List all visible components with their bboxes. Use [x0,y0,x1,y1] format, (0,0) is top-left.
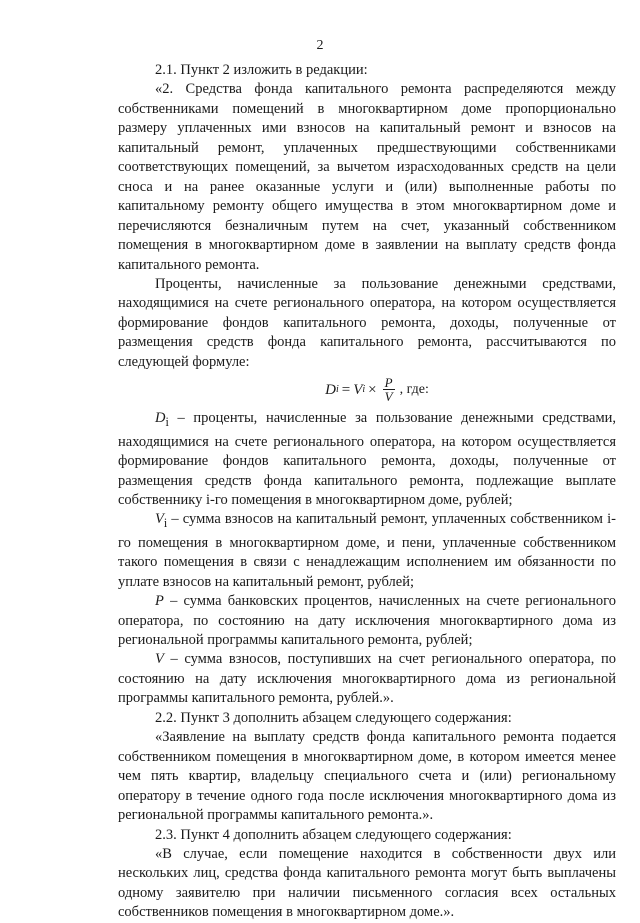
formula-numerator: P [384,375,393,391]
paragraph: 2.3. Пункт 4 дополнить абзацем следующего содержания: [155,826,512,843]
paragraph: 2.1. Пункт 2 изложить в редакции: [155,62,368,78]
formula-fraction [383,376,395,403]
definition-symbol-sub: i [165,415,169,430]
definition-text: – сумма взносов на капитальный ремонт, уплаченных собственником i-го помещения в многоквартирном доме, и пени, уплаченные собственником такого помещения в связи с ненадлежащим исполнением им обязанности по уплате взносов на капитальный ремонт, рублей; [118,511,616,590]
definition-symbol: D [155,410,166,427]
definition-text: – сумма взносов, поступивших на счет регионального оператора, по состоянию на дату исключения многоквартирного дома из региональной программы капитального ремонта, рублей.». [118,651,616,707]
formula-lhs-sub: i [335,383,339,395]
definition-symbol: V [155,511,164,528]
definition-symbol: P [155,593,164,610]
formula-tail: , где: [399,381,429,397]
interest-formula [325,376,429,403]
definition-text: – проценты, начисленные за пользование денежными средствами, находящимися на счете регионального оператора, на котором осуществляется формирование фондов капитального ремонта, доходы, полученные от размещения средств фонда капитального ремонта, подлежащие выплате собственнику i-го помещения в многоквартирном доме, рублей; [118,410,616,508]
definition-text: – сумма банковских процентов, начисленных на счете регионального оператора, по состоянию на дату исключения многоквартирного дома из региональной программы капитального ремонта, рублей; [118,593,616,649]
definition-symbol: V [155,651,164,668]
definition-paragraph [118,409,616,510]
definition-paragraph [118,650,616,708]
page-number: 2 [316,38,324,53]
paragraph: «В случае, если помещение находится в собственности двух или нескольких лиц, средства фонда капитального ремонта могут быть выплачены одному заявителю при наличии письменного согласия всех остальных собственников помещения в многоквартирном доме.». [118,846,616,921]
definition-paragraph [118,510,616,592]
document-body [118,61,616,923]
paragraph: 2.2. Пункт 3 дополнить абзацем следующего содержания: [155,709,512,726]
formula-block [138,376,616,403]
formula-denominator: V [384,389,393,405]
definition-symbol-sub: i [163,516,168,531]
formula-v-sub: i [362,383,366,395]
paragraph: «2. Средства фонда капитального ремонта распределяются между собственниками помещений в многоквартирном доме пропорционально размеру уплаченных ими взносов на капитальный ремонт и взносов на капитальный ремонт, уплаченных предшествующими собственниками соответствующих помещений, за вычетом израсходованных средств на цели сноса и на ранее оказанные услуги и (или) выполненные работы по капитальному ремонту общего имущества в этом многоквартирном доме и перечисляются безналичным путем на счет, указанный собственником помещения в многоквартирном доме в заявлении на выплату средств фонда капитального ремонта. [118,81,616,273]
formula-v: V [353,381,363,398]
paragraph: «Заявление на выплату средств фонда капитального ремонта подается собственником помещения в многоквартирном доме, в котором имеется менее чем пять квартир, владельцу специального счета и (или) региональному оператору в течение одного года после исключения многоквартирного дома из региональной программы капитального ремонта.». [118,729,616,824]
formula-lhs: D [325,381,336,398]
formula-times: × [368,381,377,398]
definition-paragraph [118,592,616,650]
formula-equals: = [341,381,351,398]
paragraph: Проценты, начисленные за пользование денежными средствами, находящимися на счете регионального оператора, на котором осуществляется формирование фондов капитального ремонта, доходы, полученные от размещения средств фонда капитального ремонта, рассчитываются по следующей формуле: [118,275,616,370]
